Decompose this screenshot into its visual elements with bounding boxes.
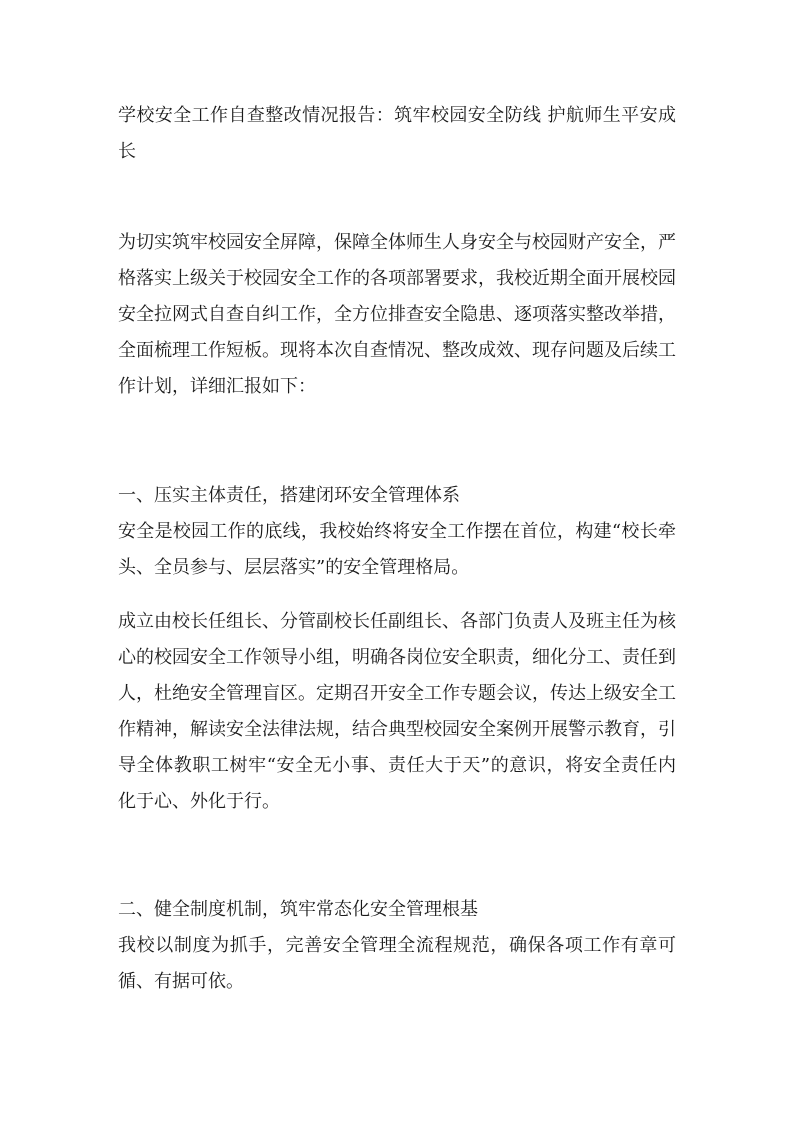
report-title: 学校安全工作自查整改情况报告：筑牢校园安全防线 护航师生平安成长: [118, 105, 676, 162]
section-heading: 一、压实主体责任，搭建闭环安全管理体系: [118, 485, 460, 506]
section-paragraph: 我校以制度为抓手，完善安全管理全流程规范，确保各项工作有章可循、有据可依。: [118, 935, 676, 992]
section-paragraph: 成立由校长任组长、分管副校长任副组长、各部门负责人及班主任为核心的校园安全工作领导小组，明确各岗位安全职责，细化分工、责任到人，杜绝安全管理盲区。定期召开安全工作专题会议，传达上级安全工作精神，解读安全法律法规，结合典型校园安全案例开展警示教育，引导全体教职工树牢“安全无小事、责任大于天”的意识，将安全责任内化于心、外化于行。: [118, 611, 676, 812]
intro-paragraph: 为切实筑牢校园安全屏障，保障全体师生人身安全与校园财产安全，严格落实上级关于校园安全工作的各项部署要求，我校近期全面开展校园安全拉网式自查自纠工作，全方位排查安全隐患、逐项落实整改举措，全面梳理工作短板。现将本次自查情况、整改成效、现存问题及后续工作计划，详细汇报如下：: [118, 232, 676, 397]
section-paragraph: 安全是校园工作的底线，我校始终将安全工作摆在首位，构建“校长牵头、全员参与、层层落实”的安全管理格局。: [118, 521, 676, 578]
section-heading: 二、健全制度机制，筑牢常态化安全管理根基: [118, 899, 478, 920]
